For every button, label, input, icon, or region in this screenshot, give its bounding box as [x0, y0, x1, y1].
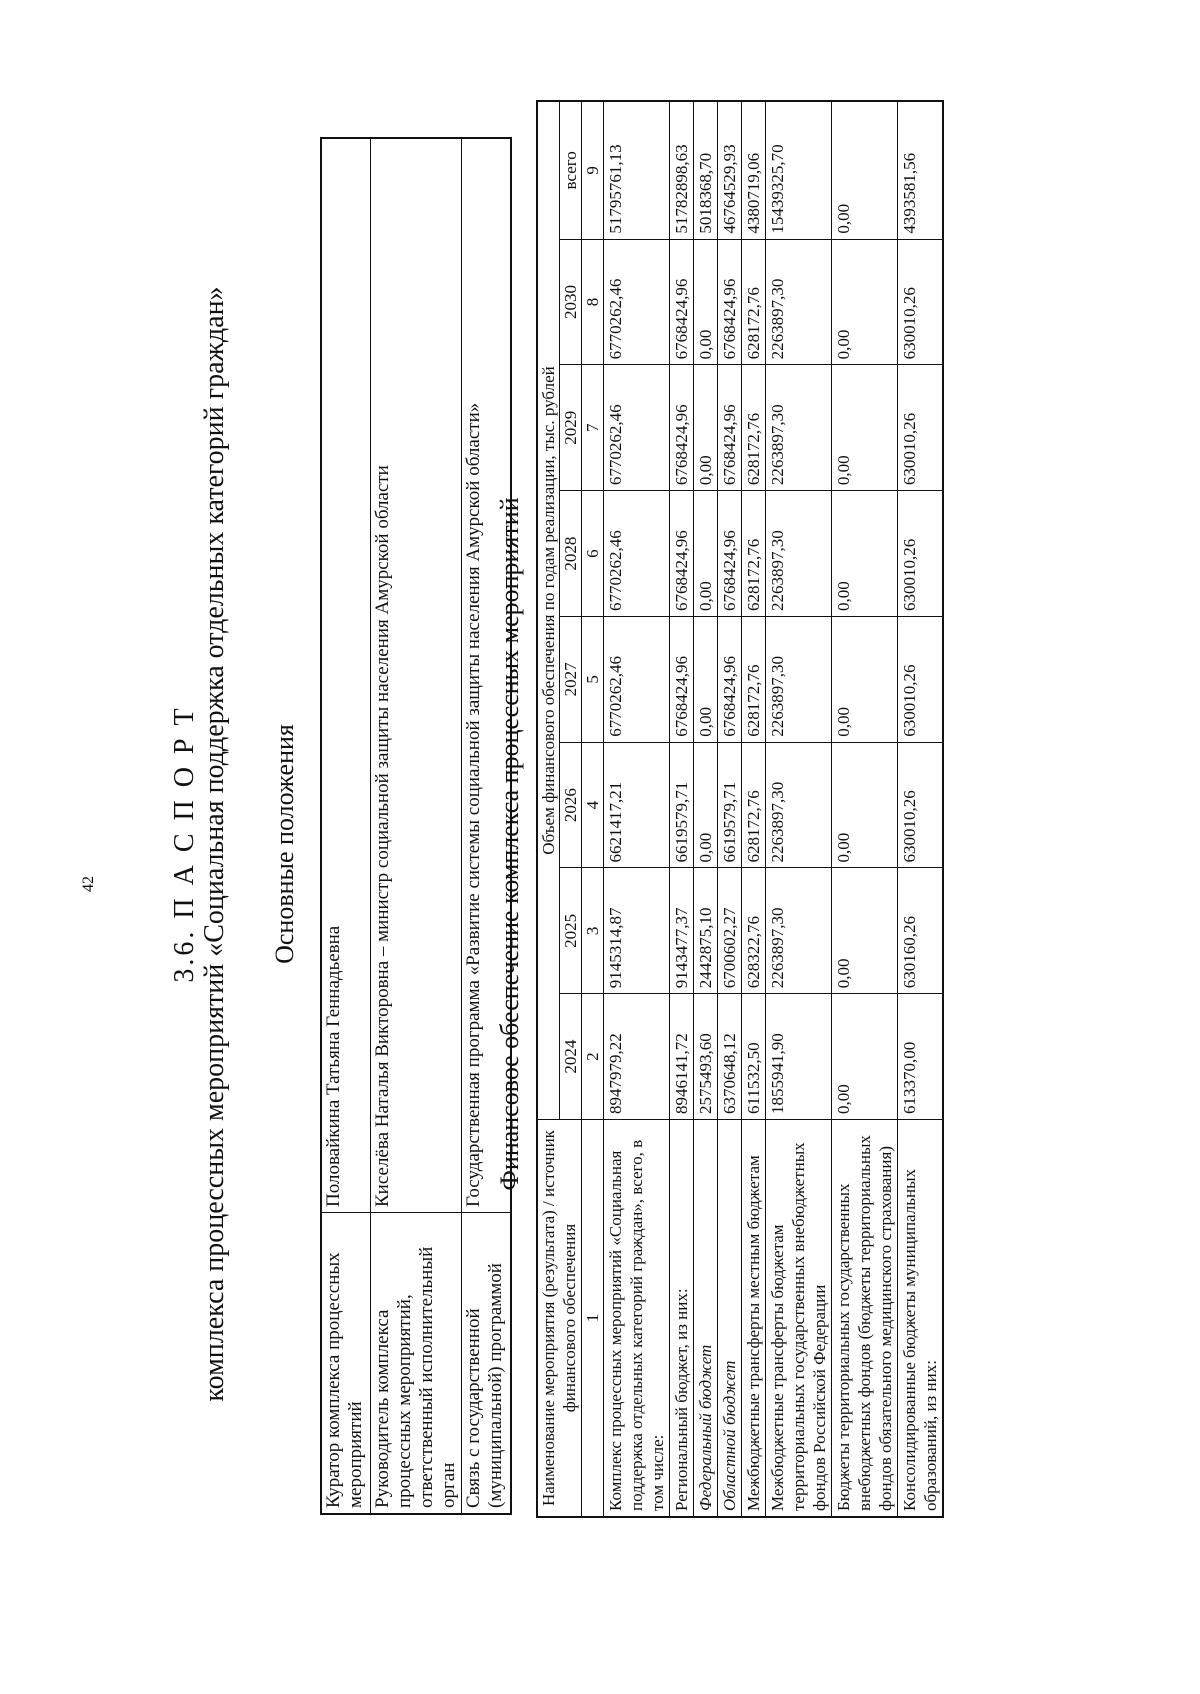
- basic-info-value: Половайкина Татьяна Геннадьевна: [321, 138, 371, 1213]
- finance-value-cell: 2263897,30: [766, 868, 832, 994]
- finance-value-cell: 0,00: [832, 742, 898, 868]
- year-header: 2025: [560, 868, 582, 994]
- column-number: 4: [582, 742, 604, 868]
- finance-value-cell: 628172,76: [742, 616, 766, 742]
- column-name-header: Наименование мероприятия (результата) / источник финансового обеспечения: [537, 1120, 582, 1518]
- finance-value-cell: 6370648,12: [718, 994, 742, 1120]
- basic-info-row: [371, 138, 462, 1514]
- finance-value-cell: 6768424,96: [670, 365, 694, 491]
- finance-row: [832, 101, 898, 1517]
- finance-value-cell: 0,00: [694, 365, 718, 491]
- finance-value-cell: 0,00: [694, 491, 718, 617]
- finance-value-cell: 628172,76: [742, 491, 766, 617]
- basic-info-value: Государственная программа «Развитие системы социальной защиты населения Амурской области»: [462, 138, 512, 1213]
- finance-value-cell: 6619579,71: [670, 742, 694, 868]
- column-number: 5: [582, 616, 604, 742]
- column-number: 3: [582, 868, 604, 994]
- finance-value-cell: 628322,76: [742, 868, 766, 994]
- finance-value-cell: 0,00: [832, 868, 898, 994]
- finance-value-cell: 2263897,30: [766, 616, 832, 742]
- finance-value-cell: 6700602,27: [718, 868, 742, 994]
- finance-row-name: Областной бюджет: [718, 1120, 742, 1518]
- finance-table: [536, 100, 944, 1518]
- finance-value-cell: 0,00: [832, 994, 898, 1120]
- volume-header: Объем финансового обеспечения по годам реализации, тыс. рублей: [537, 101, 560, 1120]
- finance-value-cell: 15439325,70: [766, 101, 832, 239]
- finance-row: [694, 101, 718, 1517]
- finance-value-cell: 6770262,46: [604, 491, 670, 617]
- finance-value-cell: 630010,26: [898, 616, 944, 742]
- finance-value-cell: 8946141,72: [670, 994, 694, 1120]
- finance-row-name: Комплекс процессных мероприятий «Социальная поддержка отдельных категорий граждан», всего, в том числе:: [604, 1120, 670, 1518]
- year-header: 2028: [560, 491, 582, 617]
- basic-info-key: Куратор комплекса процессных мероприятий: [321, 1213, 371, 1515]
- year-header: 2029: [560, 365, 582, 491]
- finance-value-cell: 628172,76: [742, 365, 766, 491]
- finance-value-cell: 0,00: [694, 742, 718, 868]
- finance-value-cell: 1855941,90: [766, 994, 832, 1120]
- finance-row: [766, 101, 832, 1517]
- year-header: 2030: [560, 239, 582, 365]
- finance-value-cell: 2263897,30: [766, 491, 832, 617]
- finance-value-cell: 6768424,96: [670, 616, 694, 742]
- year-header: всего: [560, 101, 582, 239]
- year-header: 2026: [560, 742, 582, 868]
- finance-value-cell: 9143477,37: [670, 868, 694, 994]
- finance-value-cell: 6619579,71: [718, 742, 742, 868]
- finance-value-cell: 611532,50: [742, 994, 766, 1120]
- finance-value-cell: 8947979,22: [604, 994, 670, 1120]
- finance-value-cell: 2575493,60: [694, 994, 718, 1120]
- finance-value-cell: 628172,76: [742, 239, 766, 365]
- finance-row-name: Федеральный бюджет: [694, 1120, 718, 1518]
- finance-value-cell: 630010,26: [898, 239, 944, 365]
- finance-value-cell: 5018368,70: [694, 101, 718, 239]
- finance-value-cell: 6768424,96: [670, 239, 694, 365]
- column-number: 1: [582, 1120, 604, 1518]
- finance-value-cell: 6768424,96: [718, 616, 742, 742]
- finance-value-cell: 4393581,56: [898, 101, 944, 239]
- finance-value-cell: 630010,26: [898, 365, 944, 491]
- finance-value-cell: 9145314,87: [604, 868, 670, 994]
- finance-row-name: Региональный бюджет, из них:: [670, 1120, 694, 1518]
- finance-value-cell: 2442875,10: [694, 868, 718, 994]
- finance-row-name: Бюджеты территориальных государственных внебюджетных фондов (бюджеты территориальных фондов обязательного медицинского страхования): [832, 1120, 898, 1518]
- column-number: 6: [582, 491, 604, 617]
- finance-row-name: Межбюджетные трансферты местным бюджетам: [742, 1120, 766, 1518]
- finance-value-cell: 51795761,13: [604, 101, 670, 239]
- basic-section-heading: Основные положения: [270, 724, 299, 964]
- column-number: 8: [582, 239, 604, 365]
- finance-value-cell: 46764529,93: [718, 101, 742, 239]
- basic-info-row: [321, 138, 371, 1514]
- finance-value-cell: 0,00: [832, 101, 898, 239]
- finance-value-cell: 2263897,30: [766, 742, 832, 868]
- finance-value-cell: 2263897,30: [766, 365, 832, 491]
- finance-value-cell: 628172,76: [742, 742, 766, 868]
- finance-value-cell: 2263897,30: [766, 239, 832, 365]
- finance-row-name: Межбюджетные трансферты бюджетам территориальных государственных внебюджетных фондов Российской Федерации: [766, 1120, 832, 1518]
- finance-value-cell: 0,00: [832, 365, 898, 491]
- finance-value-cell: 613370,00: [898, 994, 944, 1120]
- finance-value-cell: 6768424,96: [718, 365, 742, 491]
- column-number: 9: [582, 101, 604, 239]
- year-header: 2027: [560, 616, 582, 742]
- finance-row: [898, 101, 944, 1517]
- finance-value-cell: 630160,26: [898, 868, 944, 994]
- finance-value-cell: 6768424,96: [718, 491, 742, 617]
- finance-value-cell: 4380719,06: [742, 101, 766, 239]
- basic-info-key: Связь с государственной (муниципальной) программой: [462, 1213, 512, 1515]
- finance-row: [604, 101, 670, 1517]
- finance-row: [670, 101, 694, 1517]
- column-number: 2: [582, 994, 604, 1120]
- finance-value-cell: 51782898,63: [670, 101, 694, 239]
- finance-value-cell: 6770262,46: [604, 616, 670, 742]
- basic-info-key: Руководитель комплекса процессных мероприятий, ответственный исполнительный орган: [371, 1213, 462, 1515]
- finance-section-heading: Финансовое обеспечение комплекса процессных мероприятий: [495, 497, 524, 1191]
- finance-value-cell: 0,00: [694, 616, 718, 742]
- basic-info-table: [320, 137, 512, 1515]
- finance-row: [718, 101, 742, 1517]
- year-header: 2024: [560, 994, 582, 1120]
- basic-info-value: Киселёва Наталья Викторовна – министр социальной защиты населения Амурской области: [371, 138, 462, 1213]
- column-number: 7: [582, 365, 604, 491]
- finance-value-cell: 6770262,46: [604, 365, 670, 491]
- finance-value-cell: 6768424,96: [670, 491, 694, 617]
- finance-row: [742, 101, 766, 1517]
- title-line-2: комплекса процессных мероприятий «Социальная поддержка отдельных категорий граждан»: [199, 286, 230, 1402]
- finance-value-cell: 6621417,21: [604, 742, 670, 868]
- document-title: [170, 194, 230, 1494]
- finance-value-cell: 0,00: [832, 239, 898, 365]
- finance-value-cell: 0,00: [694, 239, 718, 365]
- finance-row-name: Консолидированные бюджеты муниципальных образований, из них:: [898, 1120, 944, 1518]
- page-number: 42: [80, 876, 97, 892]
- finance-value-cell: 0,00: [832, 491, 898, 617]
- finance-value-cell: 6770262,46: [604, 239, 670, 365]
- finance-value-cell: 630010,26: [898, 742, 944, 868]
- finance-value-cell: 0,00: [832, 616, 898, 742]
- finance-value-cell: 6768424,96: [718, 239, 742, 365]
- finance-value-cell: 630010,26: [898, 491, 944, 617]
- title-line-1: 3.6. П А С П О Р Т: [169, 705, 200, 983]
